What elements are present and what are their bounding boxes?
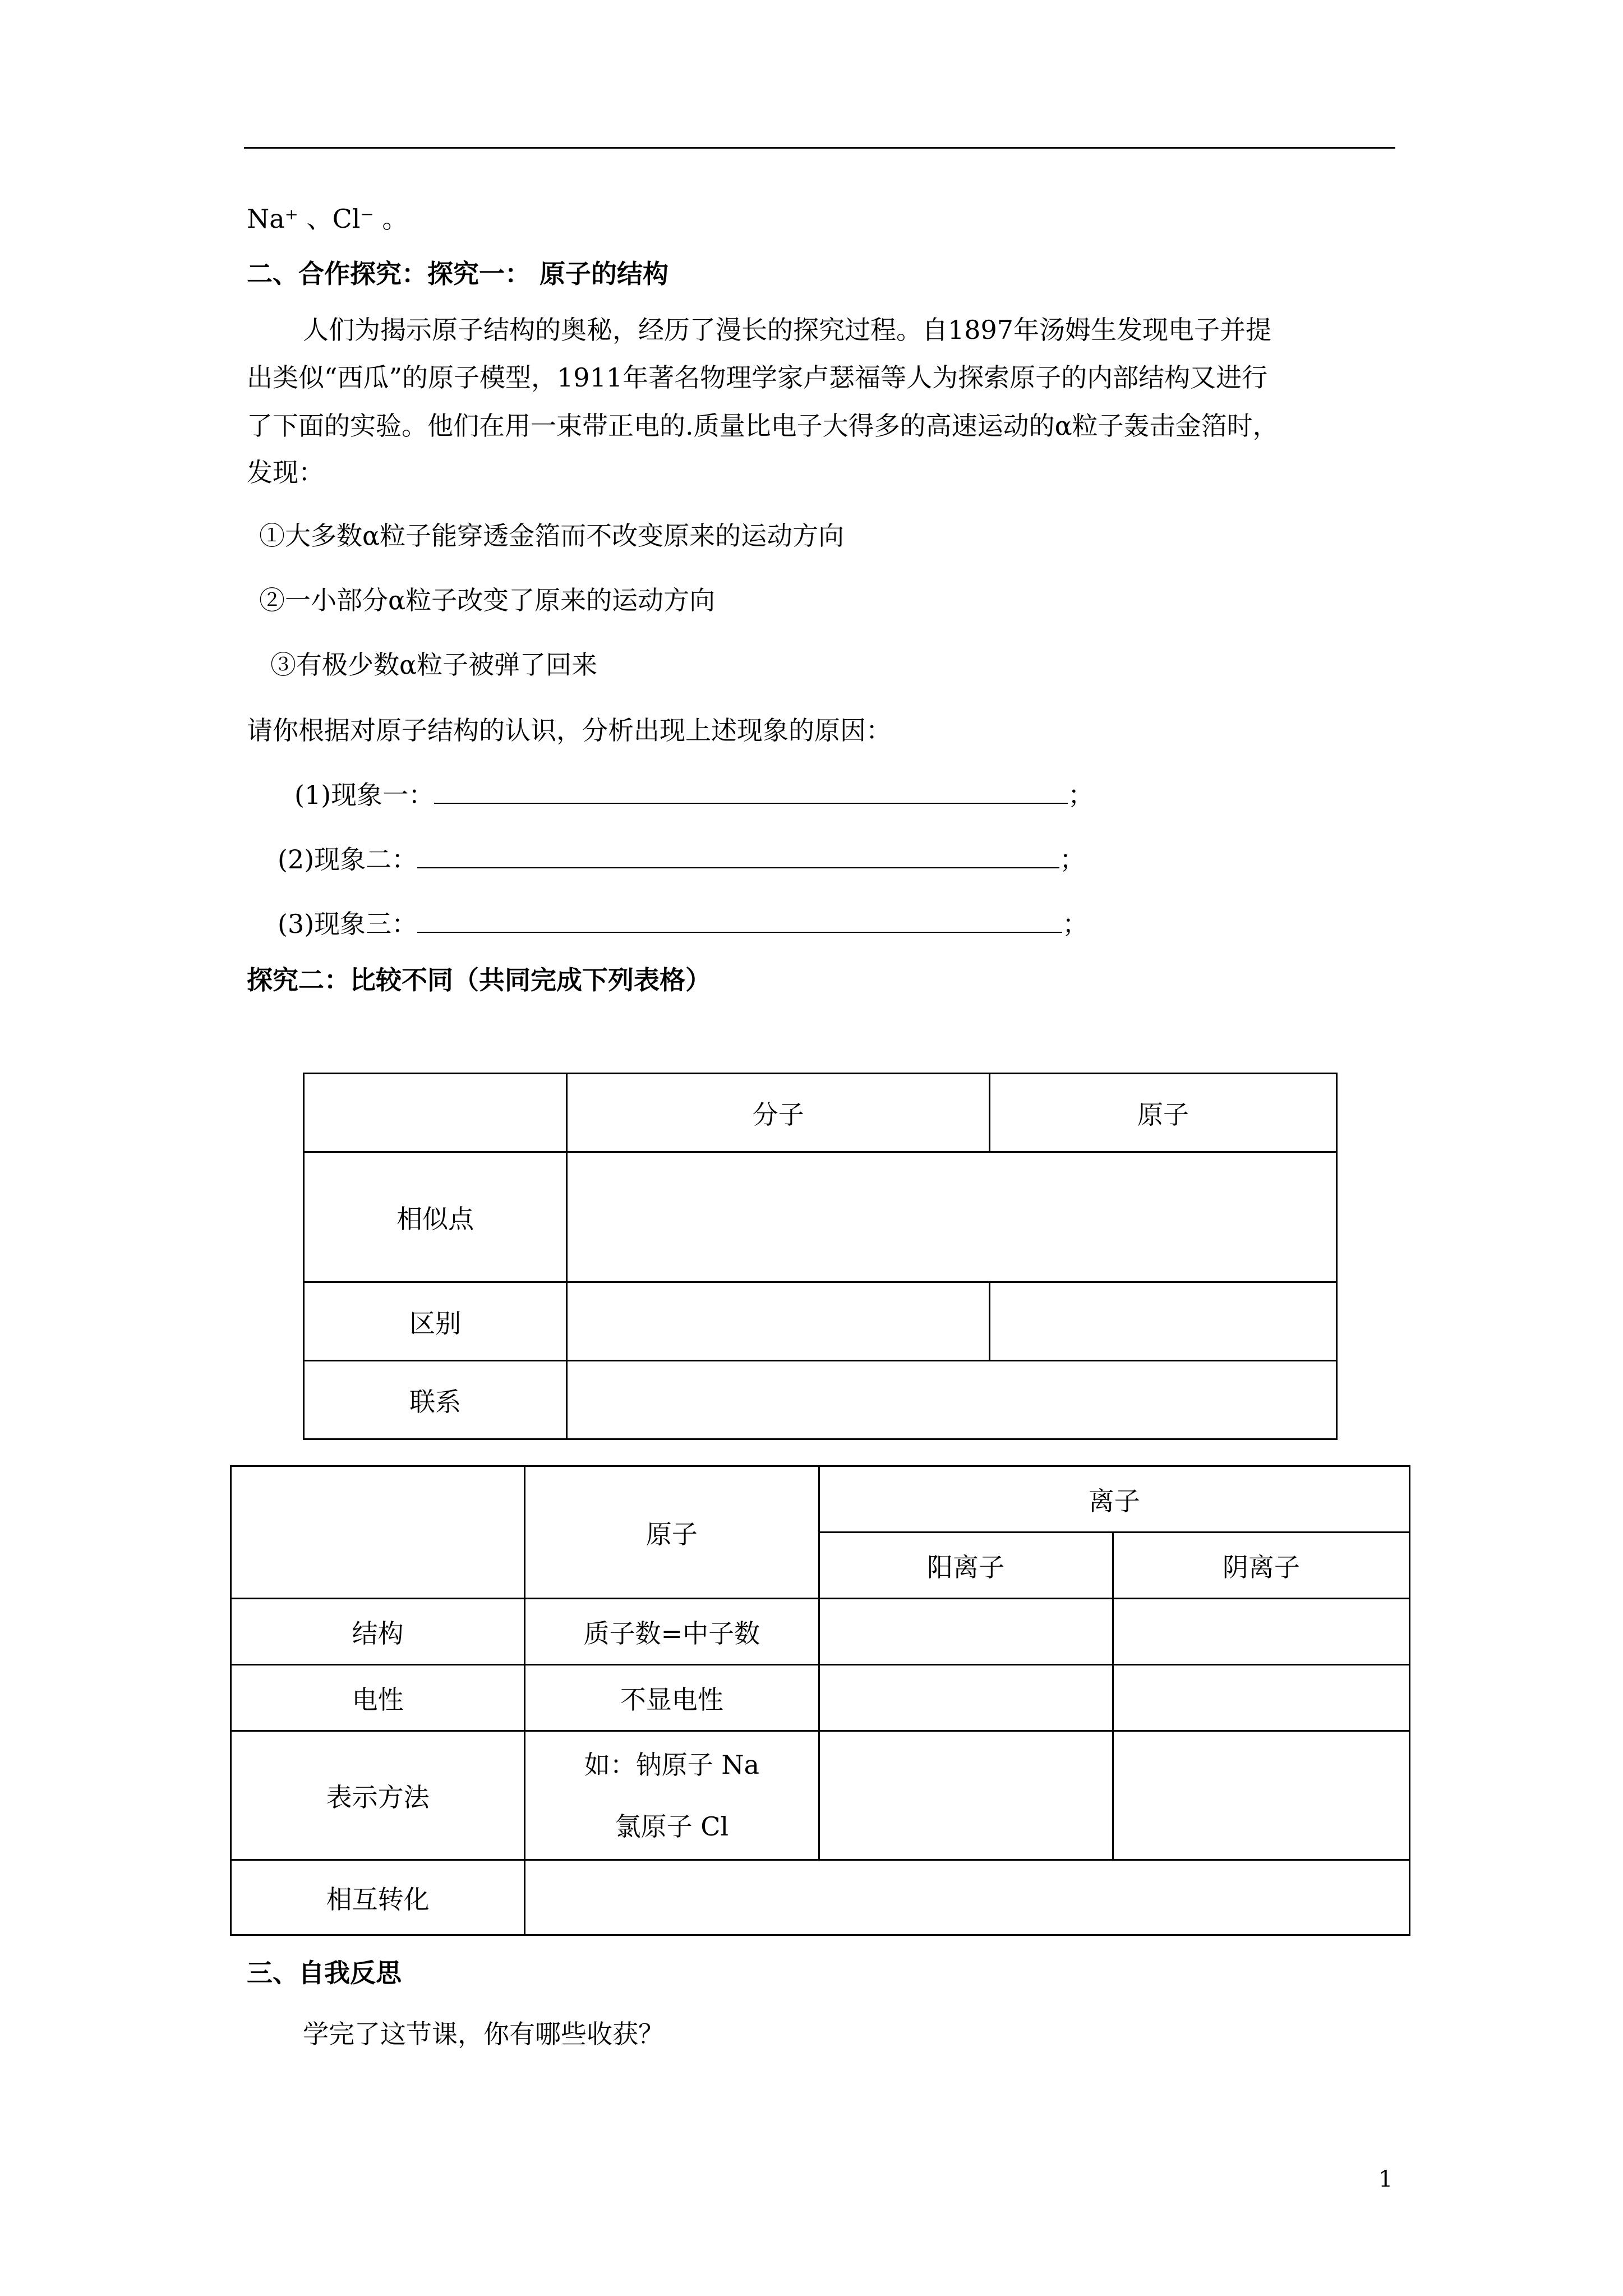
table1-difference-molecule-cell[interactable] (567, 1282, 990, 1361)
phenomenon-1-end: ； (1068, 780, 1094, 810)
table1-similarity-answer-cell[interactable] (567, 1152, 1337, 1282)
table1-row-difference-label: 区别 (304, 1282, 567, 1361)
page-number: 1 (1378, 2166, 1393, 2192)
observation-1: ①大多数α粒子能穿透金箔而不改变原来的运动方向 (259, 521, 845, 551)
table2-structure-atom-cell: 质子数=中子数 (525, 1599, 819, 1665)
intro-line-2: 出类似“西瓜”的原子模型，1911年著名物理学家卢瑟福等人为探索原子的内部结构又进行 (247, 362, 1268, 393)
section-heading-cooperative-explore: 二、合作探究：探究一： 原子的结构 (247, 259, 669, 289)
observation-3: ③有极少数α粒子被弹了回来 (270, 650, 598, 680)
phenomenon-3-answer-blank[interactable] (417, 907, 1062, 933)
table2-charge-atom-cell: 不显电性 (525, 1665, 819, 1731)
table1-header-molecule: 分子 (567, 1074, 990, 1152)
table2-row-charge-label: 电性 (231, 1665, 525, 1731)
intro-line-1: 人们为揭示原子结构的奥秘，经历了漫长的探究过程。自1897年汤姆生发现电子并提 (303, 315, 1272, 345)
table1-row-similarity-label: 相似点 (304, 1152, 567, 1282)
table2-corner-cell (231, 1466, 525, 1599)
ion-symbols-line: Na⁺ 、Cl⁻ 。 (247, 204, 408, 234)
table1-difference-atom-cell[interactable] (990, 1282, 1337, 1361)
intro-line-3: 了下面的实验。他们在用一束带正电的.质量比电子大得多的高速运动的α粒子轰击金箔时， (247, 411, 1279, 441)
molecule-atom-comparison-table (303, 1073, 1338, 1440)
phenomenon-1-label: (1)现象一： (294, 780, 435, 810)
intro-line-4: 发现： (247, 457, 324, 487)
phenomenon-2-end: ； (1059, 844, 1086, 875)
atom-ion-comparison-table (230, 1465, 1410, 1936)
table2-row-conversion-label: 相互转化 (231, 1860, 525, 1935)
reflection-prompt: 学完了这节课，你有哪些收获？ (303, 2019, 664, 2049)
table2-conversion-answer-cell[interactable] (525, 1860, 1410, 1935)
phenomenon-1-row (294, 778, 1094, 812)
header-rule (244, 147, 1395, 149)
table2-header-atom: 原子 (525, 1466, 819, 1599)
table2-header-anion: 阴离子 (1113, 1533, 1409, 1599)
table1-relation-answer-cell[interactable] (567, 1361, 1337, 1439)
phenomenon-3-row (278, 907, 1088, 941)
phenomenon-2-row (278, 843, 1085, 876)
table2-row-structure-label: 结构 (231, 1599, 525, 1665)
table1-header-atom: 原子 (990, 1074, 1337, 1152)
observation-2: ②一小部分α粒子改变了原来的运动方向 (259, 585, 716, 615)
table2-notation-atom-line-2: 氯原子 Cl (615, 1811, 729, 1842)
table1-corner-cell (304, 1074, 567, 1152)
section-heading-self-reflection: 三、自我反思 (247, 1958, 402, 1988)
table1-row-relation-label: 联系 (304, 1361, 567, 1439)
phenomenon-3-label: (3)现象三： (278, 909, 418, 939)
table2-structure-anion-cell[interactable] (1113, 1599, 1409, 1665)
table2-notation-atom-cell (525, 1731, 819, 1860)
table2-notation-atom-line-1: 如：钠原子 Na (584, 1749, 760, 1780)
table2-notation-anion-cell[interactable] (1113, 1731, 1409, 1860)
table2-header-ion: 离子 (819, 1466, 1409, 1533)
table2-charge-cation-cell[interactable] (819, 1665, 1113, 1731)
table2-charge-anion-cell[interactable] (1113, 1665, 1409, 1731)
explore-two-heading: 探究二：比较不同（共同完成下列表格） (247, 965, 711, 995)
table2-header-cation: 阳离子 (819, 1533, 1113, 1599)
phenomenon-3-end: ； (1062, 909, 1089, 939)
phenomenon-2-label: (2)现象二： (278, 844, 418, 875)
phenomenon-1-answer-blank[interactable] (434, 778, 1068, 804)
analysis-question: 请你根据对原子结构的认识，分析出现上述现象的原因： (247, 715, 892, 746)
table2-structure-cation-cell[interactable] (819, 1599, 1113, 1665)
table2-notation-cation-cell[interactable] (819, 1731, 1113, 1860)
table2-row-notation-label: 表示方法 (231, 1731, 525, 1860)
phenomenon-2-answer-blank[interactable] (417, 843, 1059, 868)
